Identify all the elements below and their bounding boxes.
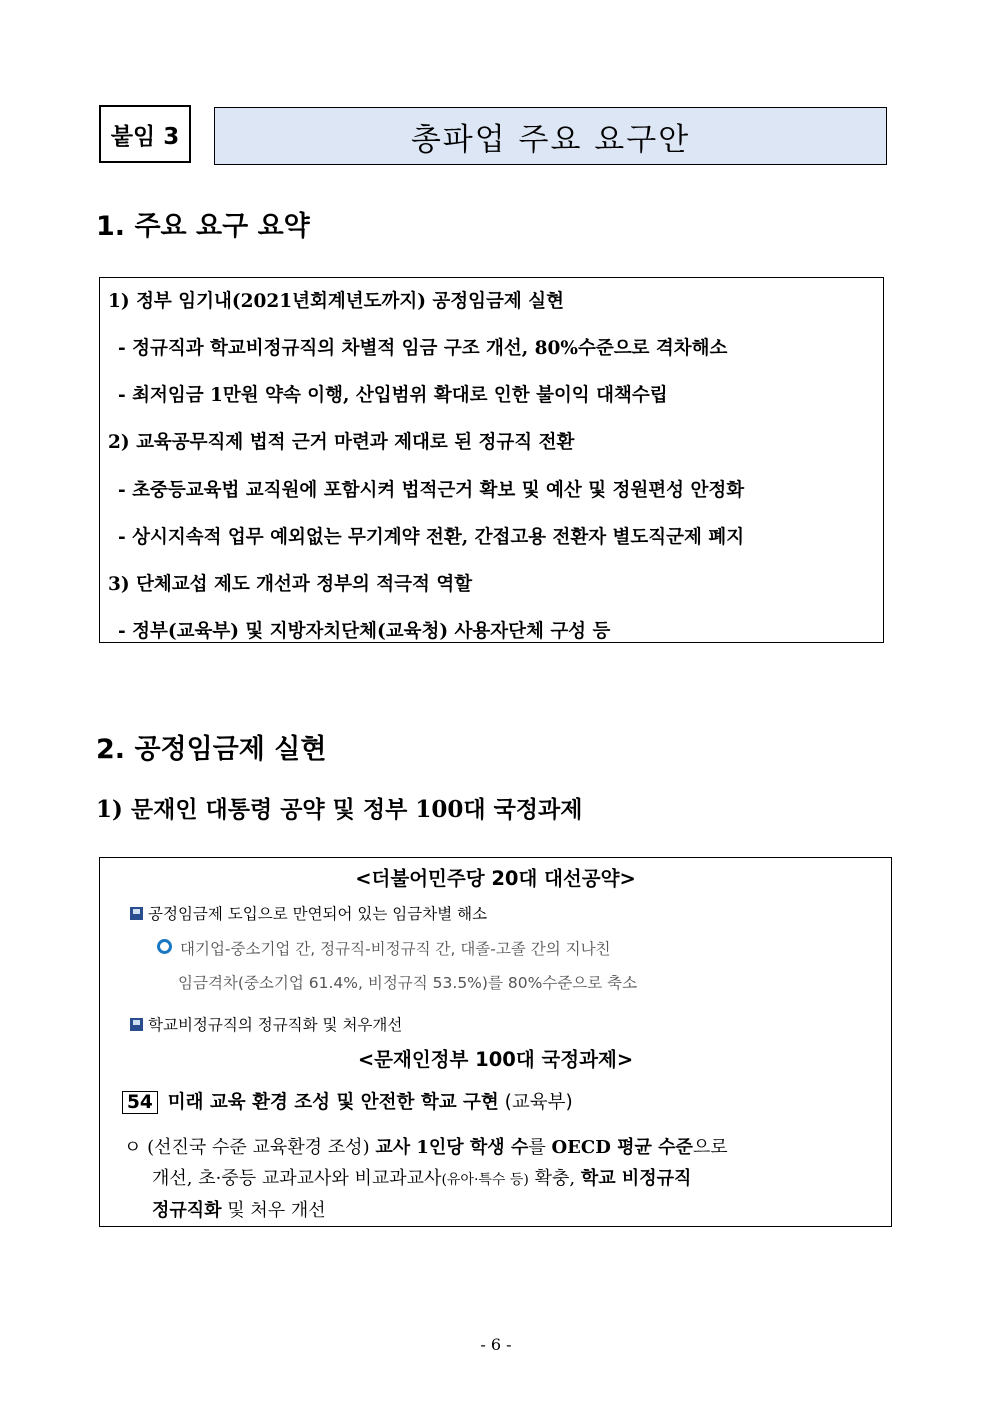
task-line-1 [124,1133,728,1159]
pledge-item-1-sub-2: 임금격차(중소기업 61.4%, 비정규직 53.5%)를 80%수준으로 축소 [178,974,638,992]
page-number: - 6 - [480,1335,512,1354]
attachment-tag: 붙임 3 [99,105,191,163]
summary-line-7: 3) 단체교섭 제도 개선과 정부의 적극적 역할 [108,574,473,595]
task-line-1-a: ㅇ (선진국 수준 교육환경 조성) [124,1137,376,1158]
section2-subheading: 1) 문재인 대통령 공약 및 정부 100대 국정과제 [96,796,583,823]
pledge-item-1-text: 공정임금제 도입으로 만연되어 있는 임금차별 해소 [148,905,488,923]
pledge-item-1-sub-1 [157,937,611,959]
task-number: 54 [122,1091,158,1114]
pledge-item-1-sub-1-text: 대기업-중소기업 간, 정규직-비정규직 간, 대졸-고졸 간의 지나친 [180,940,611,958]
task-title: 미래 교육 환경 조성 및 안전한 학교 구현 [167,1092,499,1113]
section2-heading: 2. 공정임금제 실현 [96,734,327,765]
task-line-3-b: 및 처우 개선 [221,1200,326,1221]
task-line-1-c: 를 [528,1137,552,1158]
square-bullet-icon [130,907,143,920]
summary-line-5: - 초중등교육법 교직원에 포함시켜 법적근거 확보 및 예산 및 정원편성 안정화 [118,480,745,501]
section1-heading: 1. 주요 요구 요약 [96,211,310,242]
task-line-2-b: (유아·특수 등) [441,1172,529,1188]
task-line-3-a: 정규직화 [152,1200,222,1221]
task-line-1-d: OECD 평균 수준 [551,1137,693,1158]
task-ministry: (교육부) [504,1092,573,1113]
pledge-item-2 [130,1013,402,1035]
summary-line-3: - 최저임금 1만원 약속 이행, 산입범위 확대로 인한 불이익 대책수립 [118,385,668,406]
task-line-1-b: 교사 1인당 학생 수 [375,1137,529,1158]
summary-line-8: - 정부(교육부) 및 지방자치단체(교육청) 사용자단체 구성 등 [118,621,611,642]
task-line-2-c: 확충, [528,1168,581,1189]
task-line-2-a: 개선, 초·중등 교과교사와 비교과교사 [152,1168,442,1189]
summary-line-2: - 정규직과 학교비정규직의 차별적 임금 구조 개선, 80%수준으로 격차해소 [118,338,728,359]
summary-line-4: 2) 교육공무직제 법적 근거 마련과 제대로 된 정규직 전환 [108,432,575,453]
pledge-item-1 [130,902,487,924]
pledge-item-2-text: 학교비정규직의 정규직화 및 처우개선 [148,1016,403,1034]
square-bullet-icon [130,1018,143,1031]
summary-box [99,277,884,643]
task-heading [122,1088,573,1114]
summary-line-6: - 상시지속적 업무 예외없는 무기계약 전환, 간접고용 전환자 별도직군제 폐지 [118,527,745,548]
task-line-3 [152,1196,326,1222]
summary-line-1: 1) 정부 임기내(2021년회계년도까지) 공정임금제 실현 [108,291,564,312]
pledge-title-2: <문재인정부 100대 국정과제> [357,1048,634,1071]
task-line-1-e: 으로 [692,1137,728,1158]
task-line-2 [152,1164,691,1190]
task-line-2-d: 학교 비정규직 [580,1168,692,1189]
circle-bullet-icon [157,939,172,954]
pledge-title-1: <더불어민주당 20대 대선공약> [355,867,636,890]
pledge-box [99,857,892,1227]
page-title: 총파업 주요 요구안 [214,107,887,165]
